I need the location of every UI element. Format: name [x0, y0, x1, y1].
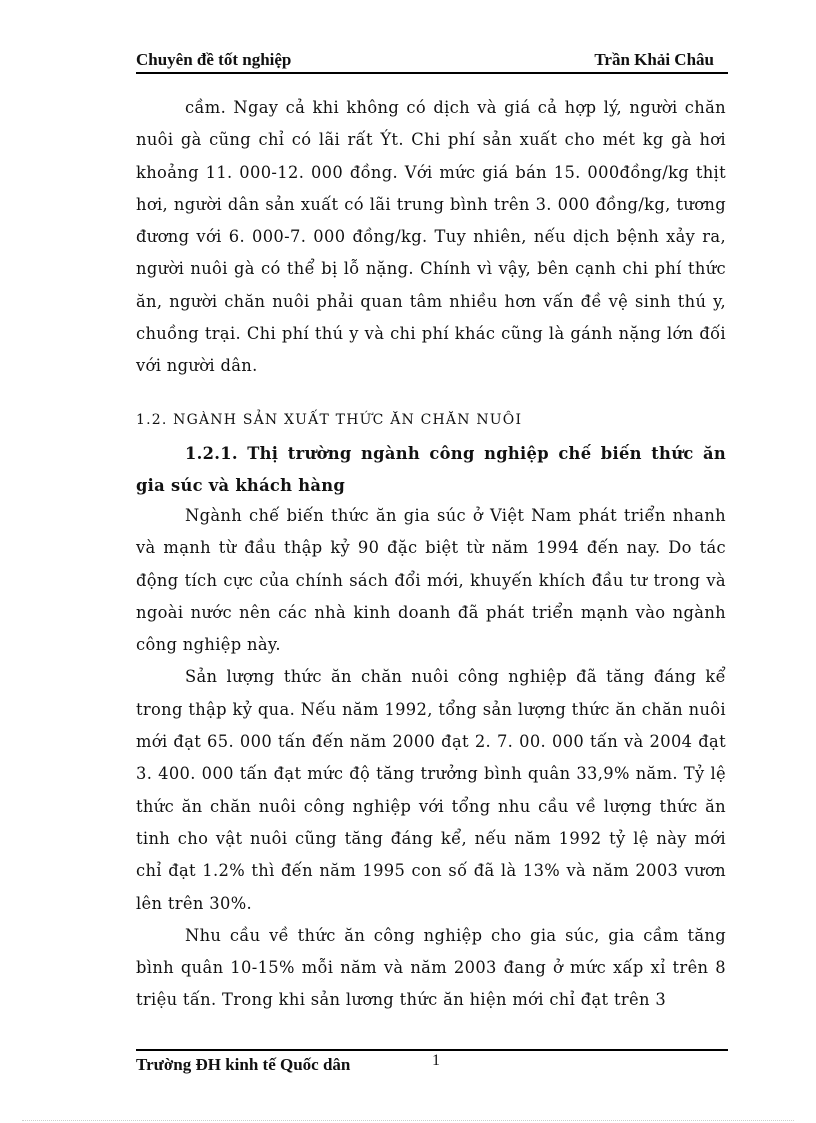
paragraph: cầm. Ngay cả khi không có dịch và giá cả hợp lý, người chăn nuôi gà cũng chỉ có lãi rất Ýt. Chi phí sản xuất cho mét kg gà hơi khoảng 11. 000-12. 000 đồng. Với mức giá bán 15. 000đồng/kg thịt hơi, người dân sản xuất có lãi trung bình trên 3. 000 đồng/kg, tương đương với 6. 000-7. 000 đồng/kg. Tuy nhiên, nếu dịch bệnh xảy ra, người nuôi gà có thể bị lỗ nặng. Chính vì vậy, bên cạnh chi phí thức ăn, người chăn nuôi phải quan tâm nhiều hơn vấn đề vệ sinh thú y, chuồng trại. Chi phí thú y và chi phí khác cũng là gánh nặng lớn đối với người dân.	[136, 98, 726, 376]
paragraph: Nhu cầu về thức ăn công nghiệp cho gia súc, gia cầm tăng bình quân 10-15% mỗi năm và năm 2003 đang ở mức xấp xỉ trên 8 triệu tấn. Trong khi sản lương thức ăn hiện mới chỉ đạt trên 3	[136, 925, 726, 1010]
subsection-title: 1.2.1. Thị trường ngành công nghiệp chế biến thức ăn gia súc và khách hàng	[136, 444, 726, 495]
page-number: 1	[432, 1052, 440, 1069]
header-title: Chuyên đề tốt nghiệp	[136, 50, 292, 69]
body-text-bottom	[136, 500, 726, 1017]
paragraph: Sản lượng thức ăn chăn nuôi công nghiệp đã tăng đáng kể trong thập kỷ qua. Nếu năm 1992, tổng sản lượng thức ăn chăn nuôi mới đạt 65. 000 tấn đến năm 2000 đạt 2. 7. 00. 000 tấn và 2004 đạt 3. 400. 000 tấn đạt mức độ tăng trưởng bình quân 33,9% năm. Tỷ lệ thức ăn chăn nuôi công nghiệp với tổng nhu cầu về lượng thức ăn tinh cho vật nuôi cũng tăng đáng kể, nếu năm 1992 tỷ lệ này mới chỉ đạt 1.2% thì đến năm 1995 con số đã là 13% và năm 2003 vươn lên trên 30%.	[136, 667, 726, 913]
footer-institution: Trường ĐH kinh tế Quốc dân	[136, 1055, 351, 1074]
body-text-top	[136, 92, 726, 383]
header-author: Trần Khải Châu	[594, 50, 714, 69]
section-title: 1.2. NGÀNH SẢN XUẤT THỨC ĂN CHĂN NUÔI	[136, 412, 523, 428]
page-header	[136, 50, 728, 74]
paragraph: Ngành chế biến thức ăn gia súc ở Việt Nam phát triển nhanh và mạnh từ đầu thập kỷ 90 đặc biệt từ năm 1994 đến nay. Do tác động tích cực của chính sách đổi mới, khuyến khích đầu tư trong và ngoài nước nên các nhà kinh doanh đã phát triển mạnh vào ngành công nghiệp này.	[136, 506, 726, 655]
page-edge	[22, 1120, 794, 1121]
footer-rule	[136, 1049, 728, 1051]
